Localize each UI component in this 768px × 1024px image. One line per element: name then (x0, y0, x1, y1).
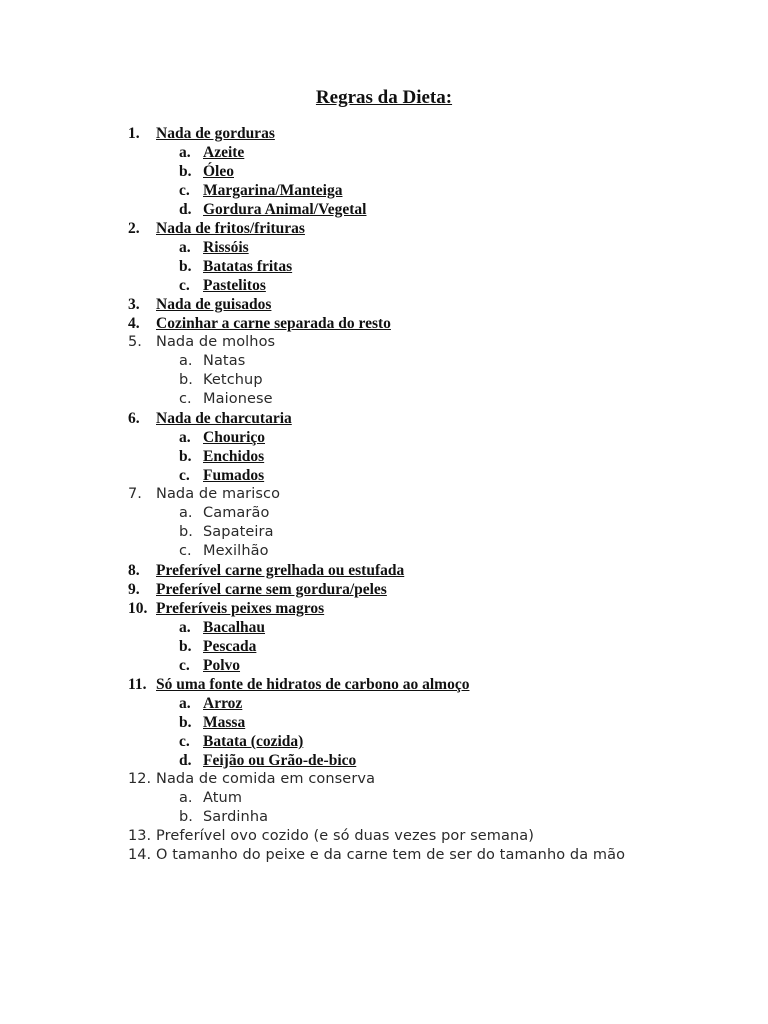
rule-item (0, 219, 768, 238)
rule-subitem (0, 447, 768, 466)
rule-text: O tamanho do peixe e da carne tem de ser do tamanho da mão (156, 847, 626, 863)
rule-subitem (0, 713, 768, 732)
subitem-letter: c. (179, 657, 190, 674)
rule-subitem (0, 143, 768, 162)
rule-subitem (0, 371, 768, 390)
subitem-text: Óleo (203, 163, 234, 180)
page-title: Regras da Dieta: (315, 87, 453, 108)
rule-subitem (0, 238, 768, 257)
rule-number: 2. (128, 220, 140, 237)
rule-subitem (0, 390, 768, 409)
rule-text: Preferível carne sem gordura/peles (156, 581, 387, 598)
rule-subitem (0, 504, 768, 523)
subitem-letter: a. (179, 790, 193, 806)
subitem-text: Bacalhau (203, 619, 266, 636)
subitem-letter: a. (179, 429, 191, 446)
subitem-text: Batatas fritas (203, 258, 293, 275)
subitem-text: Ketchup (203, 372, 263, 388)
subitem-letter: d. (179, 752, 192, 769)
rule-number: 8. (128, 562, 140, 579)
rule-subitem (0, 751, 768, 770)
subitem-letter: a. (179, 353, 193, 369)
rule-item (0, 827, 768, 846)
subitem-text: Natas (203, 353, 246, 369)
rule-subitem (0, 618, 768, 637)
rule-item (0, 314, 768, 333)
rule-subitem (0, 162, 768, 181)
subitem-text: Camarão (203, 505, 270, 521)
rule-subitem (0, 466, 768, 485)
subitem-letter: b. (179, 638, 192, 655)
subitem-letter: b. (179, 372, 193, 388)
rule-subitem (0, 276, 768, 295)
rule-item (0, 846, 768, 865)
subitem-letter: b. (179, 524, 193, 540)
rule-number: 10. (128, 600, 148, 617)
rule-text: Preferível carne grelhada ou estufada (156, 562, 405, 579)
rule-number: 14. (128, 847, 152, 863)
subitem-letter: c. (179, 277, 190, 294)
rule-subitem (0, 789, 768, 808)
rule-number: 11. (128, 676, 147, 693)
subitem-letter: c. (179, 391, 192, 407)
rule-text: Nada de charcutaria (156, 410, 292, 427)
subitem-text: Massa (203, 714, 246, 731)
rule-item (0, 409, 768, 428)
subitem-text: Sardinha (203, 809, 269, 825)
rule-item (0, 124, 768, 143)
subitem-letter: d. (179, 201, 192, 218)
subitem-text: Mexilhão (203, 543, 269, 559)
rule-item (0, 295, 768, 314)
rule-item (0, 675, 768, 694)
rule-number: 3. (128, 296, 140, 313)
subitem-letter: b. (179, 448, 192, 465)
rule-subitem (0, 656, 768, 675)
rule-text: Nada de molhos (156, 334, 276, 350)
rule-text: Cozinhar a carne separada do resto (156, 315, 391, 332)
rule-subitem (0, 257, 768, 276)
subitem-text: Gordura Animal/Vegetal (203, 201, 367, 218)
subitem-text: Sapateira (203, 524, 274, 540)
rule-item (0, 580, 768, 599)
rule-text: Só uma fonte de hidratos de carbono ao almoço (156, 676, 470, 693)
subitem-text: Chouriço (203, 429, 265, 446)
rule-text: Preferível ovo cozido (e só duas vezes por semana) (156, 828, 535, 844)
rule-item (0, 599, 768, 618)
rule-number: 7. (128, 486, 142, 502)
rule-subitem (0, 200, 768, 219)
rule-text: Nada de marisco (156, 486, 281, 502)
rule-item (0, 770, 768, 789)
subitem-text: Atum (203, 790, 243, 806)
subitem-letter: b. (179, 714, 192, 731)
rule-number: 4. (128, 315, 140, 332)
rule-number: 1. (128, 125, 140, 142)
rule-number: 12. (128, 771, 152, 787)
subitem-text: Fumados (203, 467, 265, 484)
rule-number: 13. (128, 828, 152, 844)
rule-text: Nada de fritos/frituras (156, 220, 305, 237)
subitem-text: Batata (cozida) (203, 733, 304, 750)
subitem-letter: c. (179, 733, 190, 750)
subitem-text: Pastelitos (203, 277, 266, 294)
rule-subitem (0, 428, 768, 447)
rule-text: Preferíveis peixes magros (156, 600, 325, 617)
rule-text: Nada de gorduras (156, 125, 275, 142)
subitem-text: Enchidos (203, 448, 265, 465)
rule-item (0, 333, 768, 352)
rule-number: 6. (128, 410, 140, 427)
rule-number: 9. (128, 581, 140, 598)
subitem-letter: a. (179, 144, 191, 161)
subitem-letter: c. (179, 182, 190, 199)
subitem-letter: a. (179, 619, 191, 636)
rule-subitem (0, 181, 768, 200)
rule-item (0, 485, 768, 504)
subitem-letter: a. (179, 695, 191, 712)
rule-subitem (0, 523, 768, 542)
subitem-text: Azeite (203, 144, 245, 161)
subitem-text: Polvo (203, 657, 241, 674)
subitem-text: Arroz (203, 695, 243, 712)
rule-subitem (0, 808, 768, 827)
rule-text: Nada de guisados (156, 296, 272, 313)
rule-item (0, 561, 768, 580)
subitem-letter: b. (179, 163, 192, 180)
rule-subitem (0, 637, 768, 656)
rule-subitem (0, 694, 768, 713)
rule-subitem (0, 542, 768, 561)
subitem-text: Pescada (203, 638, 257, 655)
rule-text: Nada de comida em conserva (156, 771, 376, 787)
rules-list (0, 124, 768, 865)
subitem-text: Maionese (203, 391, 273, 407)
rule-subitem (0, 732, 768, 751)
subitem-text: Rissóis (203, 239, 249, 256)
subitem-letter: a. (179, 239, 191, 256)
rule-number: 5. (128, 334, 142, 350)
subitem-letter: b. (179, 258, 192, 275)
subitem-letter: c. (179, 467, 190, 484)
subitem-text: Margarina/Manteiga (203, 182, 343, 199)
subitem-letter: a. (179, 505, 193, 521)
rule-subitem (0, 352, 768, 371)
subitem-letter: b. (179, 809, 193, 825)
subitem-letter: c. (179, 543, 192, 559)
subitem-text: Feijão ou Grão-de-bico (203, 752, 357, 769)
